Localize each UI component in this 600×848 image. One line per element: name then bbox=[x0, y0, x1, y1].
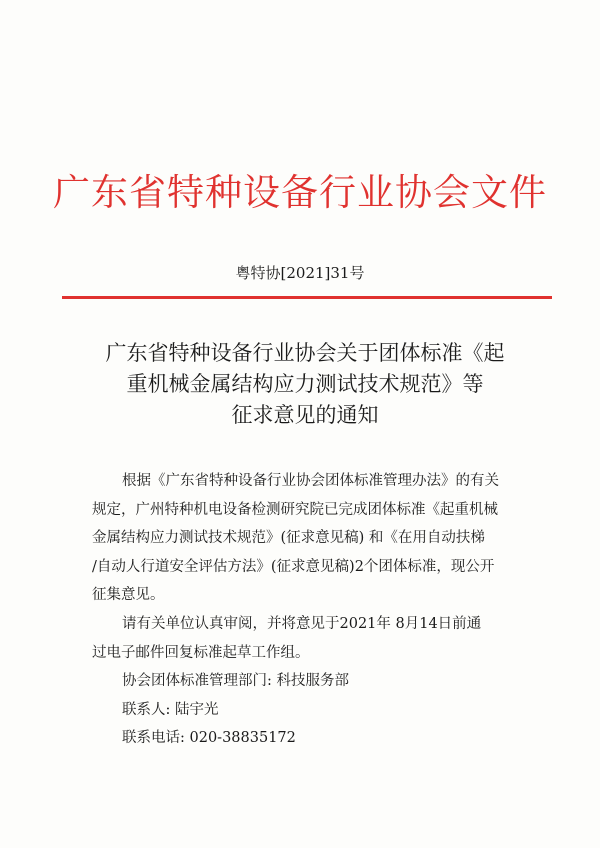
document-number: 粤特协[2021]31号 bbox=[235, 264, 365, 282]
paragraph-2 bbox=[92, 610, 522, 667]
paragraph-1-line-2: 规定，广州特种机电设备检测研究院已完成团体标准《起重机械 bbox=[92, 501, 498, 518]
paragraph-1-line-3: 金属结构应力测试技术规范》(征求意见稿) 和《在用自动扶梯 bbox=[92, 530, 485, 547]
paragraph-1-line-1: 根据《广东省特种设备行业协会团体标准管理办法》的有关 bbox=[122, 473, 499, 489]
paragraph-2-line-2: 过电子邮件回复标准起草工作组。 bbox=[92, 644, 310, 661]
paragraph-1 bbox=[92, 467, 522, 610]
notice-title-line-3: 征求意见的通知 bbox=[231, 403, 379, 427]
notice-body bbox=[92, 467, 522, 753]
contact-phone: 联系电话: 020-38835172 bbox=[122, 730, 296, 747]
department-info: 协会团体标准管理部门: 科技服务部 bbox=[122, 673, 349, 690]
paragraph-1-line-4: /自动人行道安全评估方法》(征求意见稿)2个团体标准，现公开 bbox=[92, 558, 495, 575]
notice-title bbox=[80, 338, 530, 431]
red-divider-line bbox=[62, 296, 552, 299]
org-header-title: 广东省特种设备行业协会文件 bbox=[53, 171, 547, 214]
notice-title-line-1: 广东省特种设备行业协会关于团体标准《起 bbox=[105, 341, 505, 365]
paragraph-2-line-1: 请有关单位认真审阅，并将意见于2021年 8月14日前通 bbox=[122, 615, 482, 632]
paragraph-1-line-5: 征集意见。 bbox=[92, 587, 165, 604]
contact-person: 联系人: 陆宇光 bbox=[122, 701, 219, 718]
notice-title-line-2: 重机械金属结构应力测试技术规范》等 bbox=[126, 372, 484, 396]
